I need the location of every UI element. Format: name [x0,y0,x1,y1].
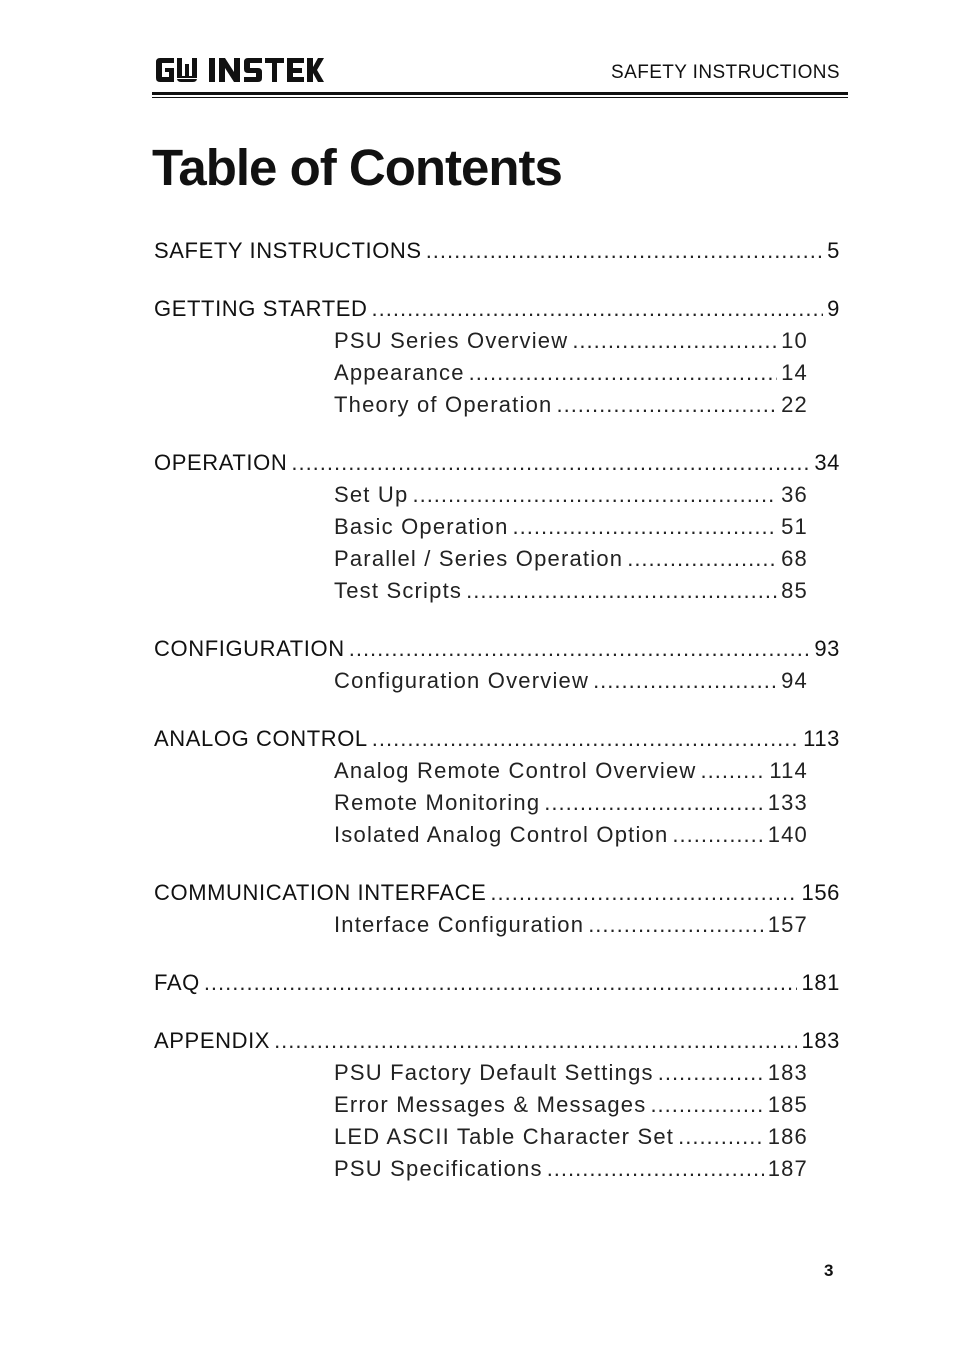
toc-subsection-page: 14 [781,360,808,385]
table-of-contents [154,235,840,1185]
toc-section [154,447,840,607]
toc-chapter-page: 113 [803,726,840,751]
toc-subsection-entry[interactable] [334,325,808,357]
toc-subsection-page: 85 [781,578,808,603]
toc-dot-leader [412,479,777,511]
toc-section [154,877,840,941]
toc-chapter-label: SAFETY INSTRUCTIONS [154,238,422,263]
toc-chapter-label: CONFIGURATION [154,636,345,661]
toc-dot-leader [469,357,777,389]
toc-subsection-label: Theory of Operation [334,392,553,417]
page-title: Table of Contents [152,139,562,196]
toc-chapter-label: ANALOG CONTROL [154,726,368,751]
toc-subsection-page: 140 [767,822,808,847]
toc-dot-leader [627,543,777,575]
header-section-title: SAFETY INSTRUCTIONS [611,62,840,83]
toc-subsection-entry[interactable] [334,665,808,697]
toc-dot-leader [426,235,823,267]
toc-subsection-page: 94 [781,668,808,693]
toc-subsection-label: Remote Monitoring [334,790,541,815]
toc-dot-leader [490,877,797,909]
toc-dot-leader [466,575,777,607]
toc-chapter-entry[interactable] [154,235,840,267]
toc-subsection-label: PSU Specifications [334,1156,543,1181]
toc-section [154,293,840,421]
toc-dot-leader [547,1153,764,1185]
toc-subsection-entry[interactable] [334,909,808,941]
toc-chapter-page: 183 [801,1028,840,1053]
toc-subsection-entry[interactable] [334,755,808,787]
toc-dot-leader [678,1121,764,1153]
toc-chapter-page: 93 [814,636,840,661]
toc-subsection-entry[interactable] [334,1089,808,1121]
toc-subsection-entry[interactable] [334,543,808,575]
toc-subsection-page: 133 [767,790,808,815]
toc-subsection-entry[interactable] [334,1057,808,1089]
toc-subsection-page: 114 [769,758,808,783]
toc-chapter-entry[interactable] [154,447,840,479]
toc-chapter-entry[interactable] [154,293,840,325]
toc-chapter-page: 5 [827,238,840,263]
toc-chapter-page: 9 [827,296,840,321]
toc-dot-leader [593,665,777,697]
toc-dot-leader [658,1057,764,1089]
toc-subsection-page: 68 [781,546,808,571]
toc-section [154,633,840,697]
toc-subsection-label: Test Scripts [334,578,463,603]
toc-subsection-page: 186 [767,1124,808,1149]
toc-section [154,723,840,851]
toc-dot-leader [274,1025,797,1057]
toc-subsection-label: Error Messages & Messages [334,1092,647,1117]
gw-instek-logo [154,56,324,84]
toc-subsection-label: Analog Remote Control Overview [334,758,697,783]
toc-subsection-entry[interactable] [334,389,808,421]
toc-dot-leader [588,909,764,941]
toc-subsection-entry[interactable] [334,1121,808,1153]
toc-dot-leader [372,293,824,325]
toc-subsection-page: 36 [781,482,808,507]
toc-subsection-entry[interactable] [334,1153,808,1185]
toc-subsection-entry[interactable] [334,787,808,819]
toc-chapter-label: OPERATION [154,450,288,475]
toc-dot-leader [513,511,778,543]
toc-subsection-entry[interactable] [334,819,808,851]
toc-subsection-page: 185 [767,1092,808,1117]
toc-chapter-entry[interactable] [154,723,840,755]
toc-dot-leader [700,755,765,787]
toc-chapter-page: 181 [801,970,840,995]
toc-subsection-label: PSU Series Overview [334,328,569,353]
toc-dot-leader [349,633,811,665]
toc-chapter-page: 156 [801,880,840,905]
toc-chapter-entry[interactable] [154,877,840,909]
toc-section [154,967,840,999]
toc-subsection-label: Parallel / Series Operation [334,546,624,571]
toc-chapter-label: APPENDIX [154,1028,271,1053]
toc-subsection-label: Appearance [334,360,465,385]
toc-subsection-page: 187 [767,1156,808,1181]
toc-dot-leader [556,389,777,421]
toc-dot-leader [372,723,799,755]
toc-subsection-label: Set Up [334,482,409,507]
toc-dot-leader [572,325,777,357]
toc-chapter-entry[interactable] [154,1025,840,1057]
toc-section [154,235,840,267]
toc-subsection-page: 22 [781,392,808,417]
toc-chapter-label: COMMUNICATION INTERFACE [154,880,487,905]
toc-subsection-entry[interactable] [334,479,808,511]
toc-section [154,1025,840,1185]
toc-subsection-page: 51 [781,514,808,539]
toc-dot-leader [650,1089,763,1121]
toc-dot-leader [544,787,763,819]
toc-chapter-label: FAQ [154,970,200,995]
toc-subsection-label: PSU Factory Default Settings [334,1060,654,1085]
toc-subsection-label: Isolated Analog Control Option [334,822,669,847]
toc-subsection-label: LED ASCII Table Character Set [334,1124,675,1149]
toc-dot-leader [291,447,810,479]
toc-subsection-entry[interactable] [334,575,808,607]
header-rule-thin [152,97,848,98]
toc-subsection-label: Interface Configuration [334,912,585,937]
toc-dot-leader [672,819,763,851]
toc-subsection-page: 183 [767,1060,808,1085]
toc-chapter-entry[interactable] [154,633,840,665]
toc-subsection-label: Configuration Overview [334,668,590,693]
toc-chapter-page: 34 [814,450,840,475]
toc-chapter-entry[interactable] [154,967,840,999]
toc-subsection-entry[interactable] [334,511,808,543]
header-rule-thick [152,92,848,95]
toc-subsection-page: 157 [767,912,808,937]
toc-subsection-page: 10 [781,328,808,353]
toc-dot-leader [204,967,798,999]
toc-subsection-label: Basic Operation [334,514,509,539]
toc-chapter-label: GETTING STARTED [154,296,368,321]
page-number: 3 [824,1261,834,1280]
toc-subsection-entry[interactable] [334,357,808,389]
